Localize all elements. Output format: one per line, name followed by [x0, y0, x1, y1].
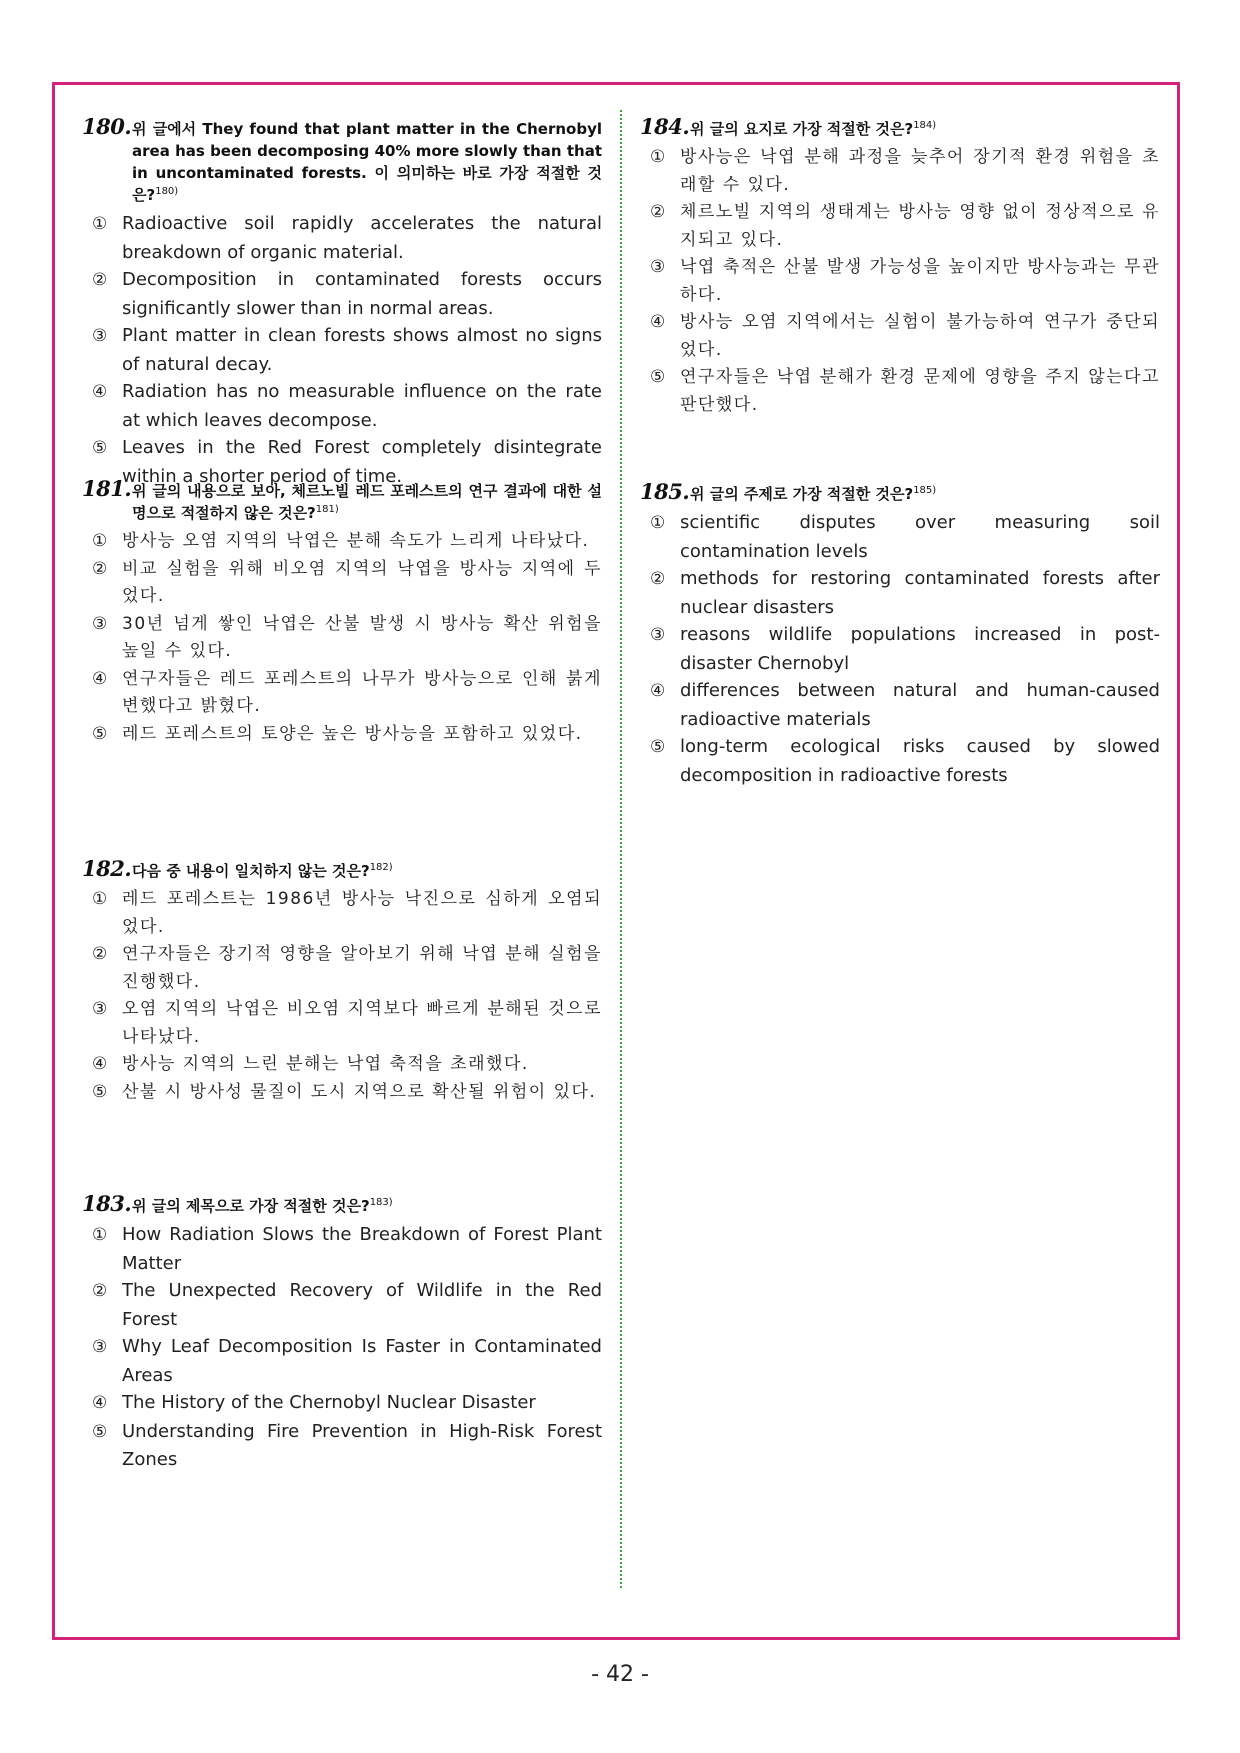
question-183 — [82, 1193, 602, 1474]
option-marker: ④ — [92, 1054, 108, 1074]
option-text: Understanding Fire Prevention in High-Risk Forest Zones — [122, 1420, 602, 1470]
question-181 — [82, 478, 602, 858]
option-5[interactable] — [82, 1418, 602, 1474]
option-marker: ⑤ — [92, 723, 108, 744]
question-text: 위 글에서 They found that plant matter in the Chernobyl area has been decomposing 40% more slowly than that in uncontaminated forests. 이 의미하는 바로 가장 적절한 것은? — [132, 120, 602, 204]
option-marker: ① — [92, 1225, 108, 1245]
options-list — [640, 509, 1160, 789]
footnote-ref: 182) — [369, 862, 393, 873]
option-3[interactable] — [640, 254, 1160, 309]
option-text: Radiation has no measurable influence on the rate at which leaves decompose. — [122, 381, 602, 431]
question-text: 다음 중 내용이 일치하지 않는 것은? — [132, 862, 370, 880]
option-5[interactable] — [82, 1079, 602, 1107]
option-text: How Radiation Slows the Breakdown of Forest Plant Matter — [122, 1224, 602, 1274]
option-text: Why Leaf Decomposition Is Faster in Contaminated Areas — [122, 1336, 602, 1386]
option-marker: ③ — [650, 257, 666, 277]
question-number: 185. — [640, 479, 690, 504]
option-1[interactable] — [82, 1221, 602, 1277]
option-marker: ② — [92, 944, 108, 964]
page-number: - 42 - — [591, 1662, 649, 1687]
option-text: 30년 넘게 쌓인 낙엽은 산불 발생 시 방사능 확산 위험을 높일 수 있다. — [122, 613, 602, 661]
option-text: 연구자들은 레드 포레스트의 나무가 방사능으로 인해 붉게 변했다고 밝혔다. — [122, 668, 602, 716]
question-prompt — [640, 481, 1160, 505]
options-list — [640, 144, 1160, 419]
option-3[interactable] — [640, 621, 1160, 677]
footnote-ref: 184) — [913, 120, 937, 131]
option-marker: ② — [92, 558, 108, 579]
option-marker: ③ — [92, 999, 108, 1019]
option-text: Decomposition in contaminated forests occurs significantly slower than in normal areas. — [122, 269, 602, 319]
option-marker: ② — [650, 202, 666, 222]
option-marker: ⑤ — [650, 367, 666, 387]
option-3[interactable] — [82, 996, 602, 1051]
footnote-ref: 181) — [315, 504, 339, 515]
option-4[interactable] — [640, 677, 1160, 733]
option-2[interactable] — [640, 199, 1160, 254]
option-marker: ② — [650, 569, 666, 589]
option-3[interactable] — [82, 322, 602, 378]
footnote-ref: 180) — [155, 186, 179, 197]
option-marker: ③ — [92, 326, 108, 346]
option-marker: ④ — [650, 312, 666, 332]
option-4[interactable] — [82, 1389, 602, 1418]
option-5[interactable] — [82, 721, 602, 749]
option-marker: ① — [650, 513, 666, 533]
options-list — [82, 1221, 602, 1474]
question-prompt — [82, 478, 602, 524]
option-5[interactable] — [640, 733, 1160, 789]
option-text: Radioactive soil rapidly accelerates the natural breakdown of organic material. — [122, 213, 602, 263]
option-4[interactable] — [82, 1051, 602, 1079]
option-1[interactable] — [82, 886, 602, 941]
option-text: 연구자들은 낙엽 분해가 환경 문제에 영향을 주지 않는다고 판단했다. — [680, 367, 1160, 415]
option-text: 방사능 오염 지역의 낙엽은 분해 속도가 느리게 나타났다. — [122, 531, 590, 551]
right-column — [640, 116, 1160, 789]
option-3[interactable] — [82, 1333, 602, 1389]
question-prompt — [82, 116, 602, 206]
option-text: scientific disputes over measuring soil contamination levels — [680, 512, 1160, 562]
option-5[interactable] — [640, 364, 1160, 419]
question-text: 위 글의 제목으로 가장 적절한 것은? — [132, 1197, 370, 1215]
options-list — [82, 886, 602, 1106]
option-marker: ④ — [92, 1393, 108, 1413]
option-text: Leaves in the Red Forest completely disintegrate within a shorter period of time. — [122, 437, 602, 487]
option-4[interactable] — [82, 378, 602, 434]
option-text: reasons wildlife populations increased in post-disaster Chernobyl — [680, 624, 1160, 674]
question-text: 위 글의 요지로 가장 적절한 것은? — [690, 120, 914, 138]
option-marker: ① — [92, 214, 108, 234]
left-column — [82, 116, 602, 1474]
option-text: 레드 포레스트는 1986년 방사능 낙진으로 심하게 오염되었다. — [122, 889, 602, 937]
question-prompt — [82, 858, 602, 882]
option-text: 산불 시 방사성 물질이 도시 지역으로 확산될 위험이 있다. — [122, 1081, 597, 1102]
question-prompt — [640, 116, 1160, 140]
option-marker: ③ — [92, 613, 108, 634]
question-text: 위 글의 내용으로 보아, 체르노빌 레드 포레스트의 연구 결과에 대한 설명으로 적절하지 않은 것은? — [132, 482, 602, 522]
option-marker: ⑤ — [92, 438, 108, 458]
option-1[interactable] — [82, 528, 602, 556]
option-text: 방사능은 낙엽 분해 과정을 늦추어 장기적 환경 위험을 초래할 수 있다. — [680, 147, 1160, 195]
options-list — [82, 528, 602, 748]
question-text: 위 글의 주제로 가장 적절한 것은? — [690, 485, 914, 503]
option-2[interactable] — [82, 941, 602, 996]
option-text: 방사능 지역의 느린 분해는 낙엽 축적을 초래했다. — [122, 1054, 529, 1074]
option-1[interactable] — [640, 509, 1160, 565]
option-4[interactable] — [640, 309, 1160, 364]
option-marker: ③ — [92, 1337, 108, 1357]
option-marker: ④ — [650, 681, 666, 701]
option-marker: ④ — [92, 382, 108, 402]
option-marker: ⑤ — [92, 1421, 108, 1442]
option-marker: ② — [92, 270, 108, 290]
option-text: 체르노빌 지역의 생태계는 방사능 영향 없이 정상적으로 유지되고 있다. — [680, 202, 1160, 250]
question-number: 182. — [82, 856, 132, 881]
option-2[interactable] — [640, 565, 1160, 621]
option-marker: ④ — [92, 668, 108, 689]
option-text: The Unexpected Recovery of Wildlife in the Red Forest — [122, 1280, 602, 1330]
question-180 — [82, 114, 602, 487]
question-prompt — [82, 1193, 602, 1217]
question-number: 184. — [640, 114, 690, 139]
option-4[interactable] — [82, 666, 602, 721]
option-2[interactable] — [82, 556, 602, 611]
option-marker: ① — [92, 889, 108, 909]
option-text: Plant matter in clean forests shows almost no signs of natural decay. — [122, 325, 602, 375]
question-number: 180. — [82, 114, 132, 139]
question-185 — [640, 481, 1160, 789]
question-number: 181. — [82, 476, 132, 501]
option-text: 연구자들은 장기적 영향을 알아보기 위해 낙엽 분해 실험을 진행했다. — [122, 944, 602, 992]
option-2[interactable] — [82, 1277, 602, 1333]
question-184 — [640, 116, 1160, 481]
option-text: differences between natural and human-caused radioactive materials — [680, 680, 1160, 730]
option-text: 방사능 오염 지역에서는 실험이 불가능하여 연구가 중단되었다. — [680, 312, 1160, 360]
option-1[interactable] — [640, 144, 1160, 199]
footnote-ref: 183) — [369, 1197, 393, 1208]
option-text: 낙엽 축적은 산불 발생 가능성을 높이지만 방사능과는 무관하다. — [680, 257, 1160, 305]
option-marker: ① — [92, 531, 108, 551]
option-marker: ③ — [650, 625, 666, 645]
column-divider — [620, 110, 622, 1588]
option-marker: ① — [650, 147, 666, 167]
option-marker: ⑤ — [92, 1081, 108, 1102]
option-text: 오염 지역의 낙엽은 비오염 지역보다 빠르게 분해된 것으로 나타났다. — [122, 999, 602, 1047]
question-182 — [82, 858, 602, 1193]
option-2[interactable] — [82, 266, 602, 322]
option-text: The History of the Chernobyl Nuclear Disaster — [122, 1392, 536, 1413]
option-text: methods for restoring contaminated forests after nuclear disasters — [680, 568, 1160, 618]
option-text: long-term ecological risks caused by slowed decomposition in radioactive forests — [680, 736, 1160, 786]
option-text: 레드 포레스트의 토양은 높은 방사능을 포함하고 있었다. — [122, 723, 583, 744]
option-marker: ② — [92, 1281, 108, 1301]
option-3[interactable] — [82, 611, 602, 666]
footnote-ref: 185) — [913, 485, 937, 496]
option-marker: ⑤ — [650, 737, 666, 757]
options-list — [82, 210, 602, 490]
option-text: 비교 실험을 위해 비오염 지역의 낙엽을 방사능 지역에 두었다. — [122, 558, 602, 606]
question-number: 183. — [82, 1191, 132, 1216]
option-1[interactable] — [82, 210, 602, 266]
